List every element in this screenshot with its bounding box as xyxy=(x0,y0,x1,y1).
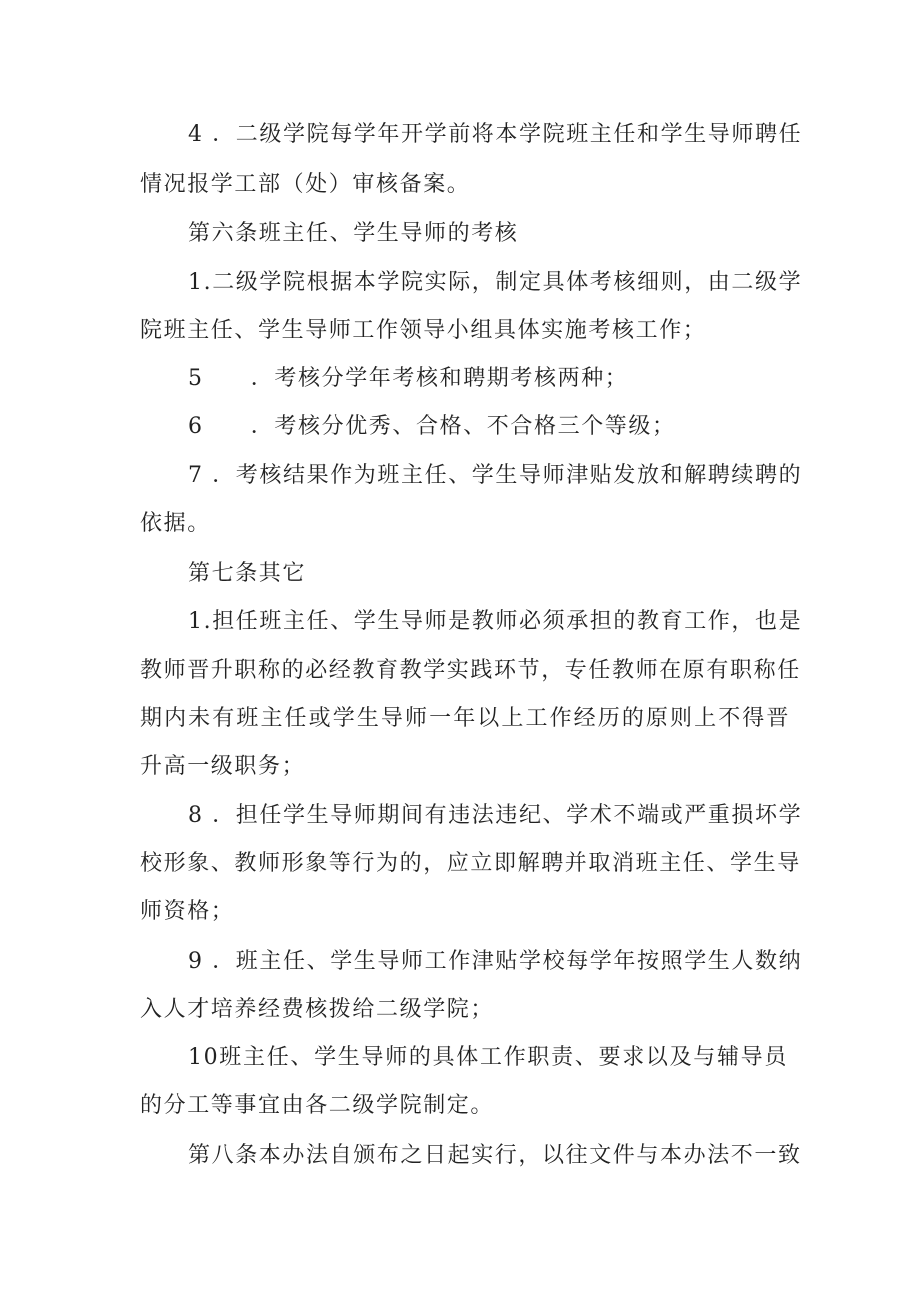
paragraph-line: 4 ．二级学院每学年开学前将本学院班主任和学生导师聘任 xyxy=(188,122,803,147)
section-heading: 第七条其它 xyxy=(188,561,307,586)
paragraph-line: 的分工等事宜由各二级学院制定。 xyxy=(140,1093,495,1118)
paragraph-line: 9 ．班主任、学生导师工作津贴学校每学年按照学生人数纳 xyxy=(188,949,803,974)
paragraph-line: 入人才培养经费核拨给二级学院； xyxy=(140,997,495,1022)
paragraph-line: 1.二级学院根据本学院实际，制定具体考核细则，由二级学 xyxy=(188,270,803,295)
paragraph-line: 8 ．担任学生导师期间有违法违纪、学术不端或严重损坏学 xyxy=(188,803,803,828)
paragraph-line: 期内未有班主任或学生导师一年以上工作经历的原则上不得晋 xyxy=(140,706,790,731)
paragraph-line: 10班主任、学生导师的具体工作职责、要求以及与辅导员 xyxy=(188,1045,788,1070)
paragraph-line: 第八条本办法自颁布之日起实行，以往文件与本办法不一致 xyxy=(188,1143,802,1168)
paragraph-line: 6 ．考核分优秀、合格、不合格三个等级； xyxy=(188,414,676,439)
paragraph-line: 依据。 xyxy=(140,511,211,536)
paragraph-line: 升高一级职务； xyxy=(140,754,306,779)
paragraph-line: 1.担任班主任、学生导师是教师必须承担的教育工作，也是 xyxy=(188,609,803,634)
section-heading: 第六条班主任、学生导师的考核 xyxy=(188,221,519,246)
paragraph-line: 情况报学工部（处）审核备案。 xyxy=(140,172,471,197)
paragraph-line: 教师晋升职称的必经教育教学实践环节，专任教师在原有职称任 xyxy=(140,658,801,683)
paragraph-line: 师资格； xyxy=(140,899,235,924)
paragraph-line: 5 ．考核分学年考核和聘期考核两种； xyxy=(188,366,629,391)
paragraph-line: 院班主任、学生导师工作领导小组具体实施考核工作； xyxy=(140,318,707,343)
paragraph-line: 校形象、教师形象等行为的，应立即解聘并取消班主任、学生导 xyxy=(140,851,801,876)
paragraph-line: 7 ．考核结果作为班主任、学生导师津贴发放和解聘续聘的 xyxy=(188,463,803,488)
